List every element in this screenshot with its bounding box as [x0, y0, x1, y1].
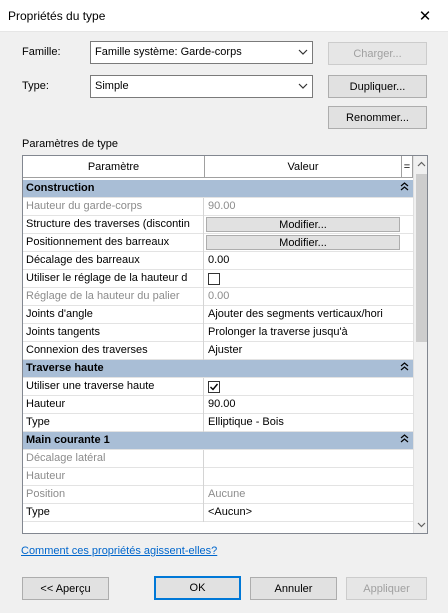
annuler-button[interactable]: Annuler	[250, 577, 337, 600]
param-name: Décalage latéral	[23, 450, 204, 468]
chevron-down-icon	[298, 79, 308, 93]
collapse-icon[interactable]	[400, 434, 409, 446]
renommer-button[interactable]: Renommer...	[328, 106, 427, 129]
column-header-value[interactable]: Valeur	[205, 156, 402, 178]
table-row[interactable]	[23, 216, 413, 234]
param-value	[205, 468, 401, 486]
chevron-down-icon	[298, 45, 308, 59]
dupliquer-button[interactable]: Dupliquer...	[328, 75, 427, 98]
apercu-button[interactable]: << Aperçu	[22, 577, 109, 600]
param-value[interactable]: 0.00	[208, 254, 230, 266]
table-row[interactable]	[23, 414, 413, 432]
param-name: Positionnement des barreaux	[23, 234, 204, 252]
table-row[interactable]	[23, 288, 413, 306]
window-title: Propriétés du type	[8, 9, 106, 23]
table-row[interactable]	[23, 504, 413, 522]
collapse-icon[interactable]	[400, 362, 409, 374]
type-combo[interactable]	[90, 75, 313, 98]
scroll-down-icon[interactable]	[417, 520, 426, 529]
charger-button[interactable]: Charger...	[328, 42, 427, 65]
param-value[interactable]: Ajuster	[208, 344, 243, 356]
table-row[interactable]	[23, 198, 413, 216]
param-name: Joints tangents	[23, 324, 204, 342]
param-name: Position	[23, 486, 204, 504]
table-row[interactable]	[23, 324, 413, 342]
param-value: 90.00	[208, 200, 236, 212]
param-name: Décalage des barreaux	[23, 252, 204, 270]
param-value[interactable]: Prolonger la traverse jusqu'à	[208, 326, 348, 338]
param-name: Utiliser une traverse haute	[23, 378, 204, 396]
group-header[interactable]	[23, 180, 413, 198]
grid-rows	[23, 180, 413, 522]
param-value[interactable]	[205, 270, 401, 288]
param-name: Structure des traverses (discontin	[23, 216, 204, 234]
type-value: Simple	[95, 80, 129, 92]
modifier-button[interactable]: Modifier...	[206, 217, 400, 232]
param-value[interactable]: Elliptique - Bois	[208, 416, 284, 428]
param-name: Réglage de la hauteur du palier	[23, 288, 204, 306]
group-title: Traverse haute	[26, 362, 104, 374]
param-value[interactable]: 90.00	[208, 398, 236, 410]
appliquer-button[interactable]: Appliquer	[346, 577, 427, 600]
table-row[interactable]	[23, 252, 413, 270]
collapse-icon[interactable]	[400, 182, 409, 194]
type-label: Type:	[22, 80, 49, 92]
params-title: Paramètres de type	[22, 138, 118, 150]
param-name: Connexion des traverses	[23, 342, 204, 360]
param-name: Type	[23, 504, 204, 522]
table-row[interactable]	[23, 396, 413, 414]
famille-combo[interactable]	[90, 41, 313, 64]
table-row[interactable]	[23, 306, 413, 324]
checkbox[interactable]	[208, 273, 220, 285]
table-row[interactable]	[23, 270, 413, 288]
param-value: Aucune	[208, 488, 246, 500]
table-row[interactable]	[23, 342, 413, 360]
table-row[interactable]	[23, 486, 413, 504]
checkbox[interactable]	[208, 381, 220, 393]
table-row[interactable]	[23, 468, 413, 486]
param-name: Hauteur	[23, 468, 204, 486]
vertical-scrollbar[interactable]	[413, 156, 428, 533]
param-value[interactable]	[205, 216, 401, 234]
column-header-param[interactable]: Paramètre	[23, 156, 205, 178]
ok-button[interactable]: OK	[154, 576, 241, 600]
param-value[interactable]	[205, 234, 401, 252]
table-row[interactable]	[23, 450, 413, 468]
close-icon[interactable]: ✕	[418, 8, 432, 25]
group-header[interactable]	[23, 432, 413, 450]
param-value[interactable]	[205, 378, 401, 396]
scroll-up-icon[interactable]	[417, 160, 426, 169]
group-title: Main courante 1	[26, 434, 110, 446]
group-header[interactable]	[23, 360, 413, 378]
param-name: Type	[23, 414, 204, 432]
param-name: Hauteur du garde-corps	[23, 198, 204, 216]
param-value[interactable]: Ajouter des segments verticaux/hori	[208, 308, 383, 320]
param-name: Hauteur	[23, 396, 204, 414]
famille-value: Famille système: Garde-corps	[95, 46, 242, 58]
table-row[interactable]	[23, 234, 413, 252]
title-bar	[0, 0, 448, 32]
column-header-sort[interactable]: =	[402, 156, 413, 178]
param-name: Utiliser le réglage de la hauteur d	[23, 270, 204, 288]
table-row[interactable]	[23, 378, 413, 396]
scroll-thumb[interactable]	[416, 174, 427, 342]
param-value	[205, 450, 401, 468]
help-link[interactable]: Comment ces propriétés agissent-elles?	[21, 545, 218, 557]
famille-label: Famille:	[22, 46, 61, 58]
param-name: Joints d'angle	[23, 306, 204, 324]
properties-grid	[22, 155, 428, 534]
modifier-button[interactable]: Modifier...	[206, 235, 400, 250]
param-value[interactable]: <Aucun>	[208, 506, 253, 518]
group-title: Construction	[26, 182, 95, 194]
param-value: 0.00	[208, 290, 230, 302]
